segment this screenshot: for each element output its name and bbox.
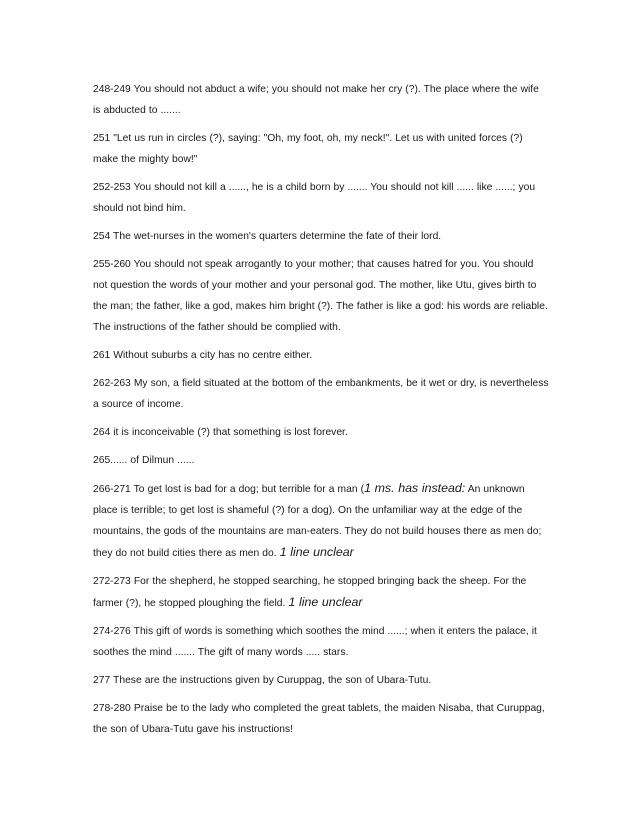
paragraph-261: 261 Without suburbs a city has no centre either. [93, 350, 313, 361]
paragraph-255-260: 255-260 You should not speak arrogantly to your mother; that causes hatred for you. You should not question the words of your mother and your personal god. The mother, like Utu, gives birth to the man; the father, like a god, makes him bright (?). The father is like a god: his words are reliable. The instructions of the father should be complied with. [93, 259, 548, 333]
editorial-note: 1 ms. has instead: [364, 481, 466, 495]
editorial-note: 1 line unclear [279, 545, 354, 559]
paragraph-text: 272-273 For the shepherd, he stopped searching, he stopped bringing back the sheep. For the farmer (?), he stopped ploughing the field. [93, 576, 527, 609]
paragraph-254: 254 The wet-nurses in the women's quarters determine the fate of their lord. [93, 231, 442, 242]
paragraph-262-263: 262-263 My son, a field situated at the bottom of the embankments, be it wet or dry, is nevertheless a source of income. [93, 378, 549, 410]
paragraph-274-276: 274-276 This gift of words is something which soothes the mind ......; when it enters the palace, it soothes the mind ....... The gift of many words ..... stars. [93, 626, 537, 658]
editorial-note: 1 line unclear [288, 595, 363, 609]
paragraph-266-271 [93, 478, 549, 564]
paragraph-278-280: 278-280 Praise be to the lady who completed the great tablets, the maiden Nisaba, that Curuppag, the son of Ubara-Tutu gave his instructions! [93, 703, 545, 735]
paragraph-252-253: 252-253 You should not kill a ......, he is a child born by ....... You should not kill ...... like ......; you should not bind him. [93, 182, 536, 214]
paragraph-text: An unknown place is terrible; to get lost is shameful (?) for a dog). On the unfamiliar way at the edge of the mountains, the gods of the mountains are man-eaters. They do not build houses there as men do; they do not build cities there as men do. [93, 484, 542, 559]
document-body [93, 79, 549, 747]
paragraph-251: 251 "Let us run in circles (?), saying: "Oh, my foot, oh, my neck!". Let us with united forces (?) make the mighty bow!" [93, 133, 523, 165]
paragraph-264: 264 it is inconceivable (?) that something is lost forever. [93, 427, 348, 438]
paragraph-265: 265...... of Dilmun ...... [93, 455, 195, 466]
paragraph-248-249: 248-249 You should not abduct a wife; you should not make her cry (?). The place where the wife is abducted to ....... [93, 84, 539, 116]
paragraph-277: 277 These are the instructions given by Curuppag, the son of Ubara-Tutu. [93, 675, 432, 686]
paragraph-text: 266-271 To get lost is bad for a dog; but terrible for a man ( [93, 484, 365, 495]
paragraph-272-273 [93, 571, 549, 614]
